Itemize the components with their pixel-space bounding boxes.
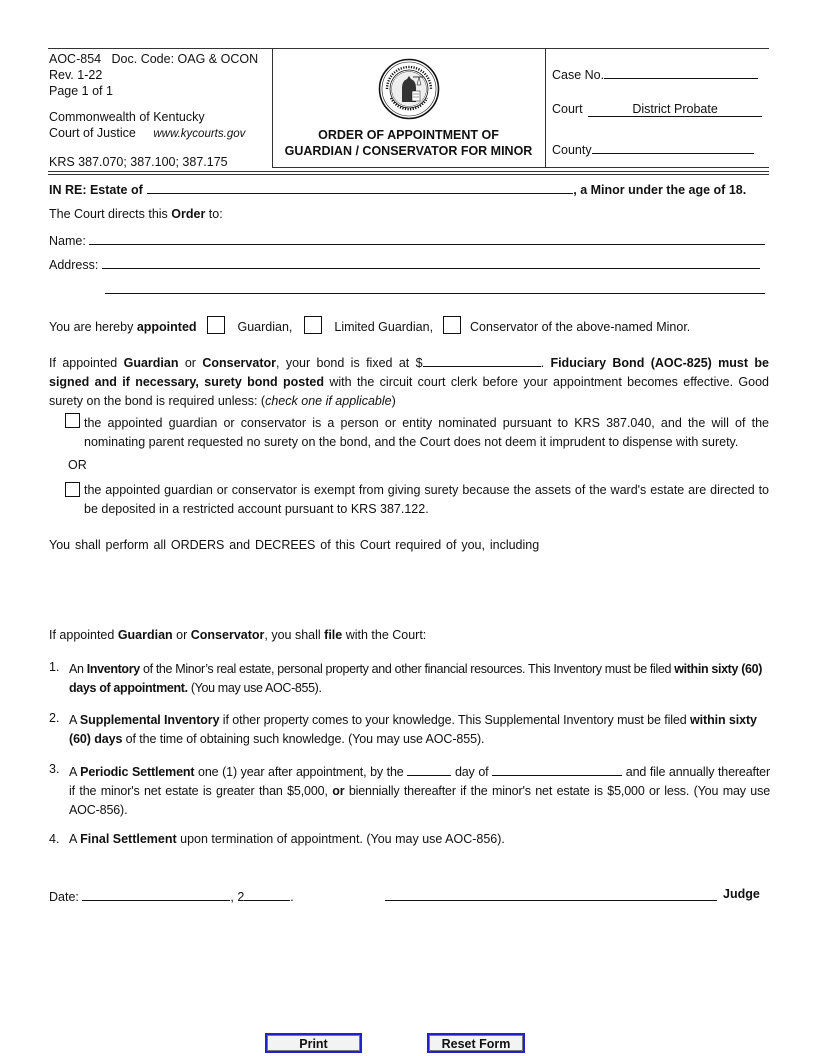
date-label: Date:: [49, 890, 79, 904]
date-field[interactable]: Date: , 2 .: [49, 887, 294, 904]
guardian-option-label: Guardian,: [237, 320, 293, 334]
item-2-supplemental-inventory: A Supplemental Inventory if other property comes to your knowledge. This Supplemental Inventory must be filed within sixty (60) days of the time of obtaining such knowledge. (You may use AOC-855).: [69, 713, 757, 746]
date-input[interactable]: [82, 887, 230, 901]
form-id-line: [49, 52, 258, 66]
exempt-surety-checkbox[interactable]: [65, 482, 80, 497]
commonwealth-label: Commonwealth of Kentucky: [49, 110, 205, 124]
court-of-justice-line: [49, 126, 245, 140]
estate-name-input[interactable]: [147, 180, 573, 194]
no-surety-nominated-checkbox[interactable]: [65, 413, 80, 428]
bond-paragraph: If appointed Guardian or Conservator, your bond is fixed at $ . Fiduciary Bond (AOC-825) must be signed and if necessary, surety bond posted with the circuit court clerk before your appointment becomes effective. Good surety on the bond is required unless: (check one if applicable): [49, 353, 769, 411]
title-line-2: GUARDIAN / CONSERVATOR FOR MINOR: [284, 144, 533, 158]
item-4-final-settlement: A Final Settlement upon termination of appointment. (You may use AOC-856).: [69, 832, 505, 846]
print-button[interactable]: Print: [265, 1033, 362, 1053]
court-field[interactable]: [552, 102, 762, 117]
address-label: Address:: [49, 258, 99, 272]
conservator-checkbox[interactable]: [443, 316, 461, 334]
judge-label: Judge: [723, 887, 760, 901]
exempt-surety-text: the appointed guardian or conservator is exempt from giving surety because the assets of the ward's estate are directed to be deposited in a restricted account pursuant to KRS 387.122.: [84, 483, 769, 516]
limited-guardian-checkbox[interactable]: [304, 316, 322, 334]
header-bottom-rule-2: [48, 171, 769, 172]
address-input-line-2[interactable]: [105, 280, 765, 294]
no-surety-nominated-text: the appointed guardian or conservator is a person or entity nominated pursuant to KRS 387.040, and the will of the nominating parent requested no surety on the bond, and the Court does not deem it imprudent to dispense with surety.: [84, 416, 769, 449]
conservator-option-label: Conservator of the above-named Minor.: [470, 320, 691, 334]
page-number: Page 1 of 1: [49, 84, 113, 98]
doc-code: Doc. Code: OAG & OCON: [111, 52, 259, 66]
item-3-number: 3.: [49, 762, 60, 776]
item-2-number: 2.: [49, 711, 60, 725]
form-id: AOC-854: [49, 52, 102, 66]
item-1-inventory: An Inventory of the Minor’s real estate, personal property and other financial resources. This Inventory must be filed within sixty (60) days of appointment. (You may use AOC-855).: [69, 662, 763, 695]
header-bottom-rule-3: [48, 174, 769, 175]
case-number-label: Case No.: [552, 68, 605, 82]
item-3-periodic-settlement: A Periodic Settlement one (1) year after appointment, by the day of and file annually thereafter if the minor's net estate is greater than $5,000, or biennially thereafter if the minor's net estate is $5,000 or less. (You may use AOC-856).: [69, 762, 770, 820]
county-label: County: [552, 143, 592, 157]
judge-signature-line[interactable]: [385, 900, 717, 901]
year-input[interactable]: [244, 887, 290, 901]
court-label: Court: [552, 102, 583, 116]
title-line-1: ORDER OF APPOINTMENT OF: [318, 128, 499, 142]
website-label: www.kycourts.gov: [153, 128, 246, 140]
form-title: [272, 127, 545, 159]
in-re-suffix: , a Minor under the age of 18.: [573, 183, 747, 197]
bond-amount-input[interactable]: [423, 353, 541, 367]
file-intro: If appointed Guardian or Conservator, you shall file with the Court:: [49, 628, 427, 642]
case-number-field[interactable]: [552, 65, 758, 82]
name-field[interactable]: [49, 231, 765, 248]
reset-form-button[interactable]: Reset Form: [427, 1033, 525, 1053]
guardian-checkbox[interactable]: [207, 316, 225, 334]
header-divider-right: [545, 48, 546, 167]
court-directs-line: The Court directs this Order to:: [49, 207, 223, 221]
settlement-day-input[interactable]: [407, 762, 451, 776]
county-input[interactable]: [592, 140, 754, 154]
county-field[interactable]: [552, 140, 754, 157]
case-number-input[interactable]: [604, 65, 758, 79]
krs-reference: KRS 387.070; 387.100; 387.175: [49, 155, 228, 168]
header-bottom-rule-1: [272, 167, 769, 168]
court-value[interactable]: District Probate: [588, 103, 762, 117]
perform-orders-text: You shall perform all ORDERS and DECREES of this Court required of you, including: [49, 538, 540, 552]
address-field[interactable]: [49, 255, 760, 272]
appointment-line: You are hereby appointed Guardian, Limited Guardian, Conservator of the above-named Minor.: [49, 316, 690, 334]
item-4-number: 4.: [49, 832, 60, 846]
in-re-line: [49, 180, 746, 197]
or-label: OR: [68, 458, 87, 472]
in-re-label: IN RE: Estate of: [49, 183, 143, 197]
kentucky-seal-icon: [378, 58, 440, 120]
revision: Rev. 1-22: [49, 68, 103, 82]
court-of-justice-label: Court of Justice: [49, 126, 136, 140]
address-input-line-1[interactable]: [102, 255, 760, 269]
name-input[interactable]: [89, 231, 765, 245]
item-1-number: 1.: [49, 660, 60, 674]
limited-guardian-option-label: Limited Guardian,: [334, 320, 434, 334]
name-label: Name:: [49, 234, 86, 248]
settlement-month-input[interactable]: [492, 762, 622, 776]
header-top-rule: [48, 48, 769, 49]
